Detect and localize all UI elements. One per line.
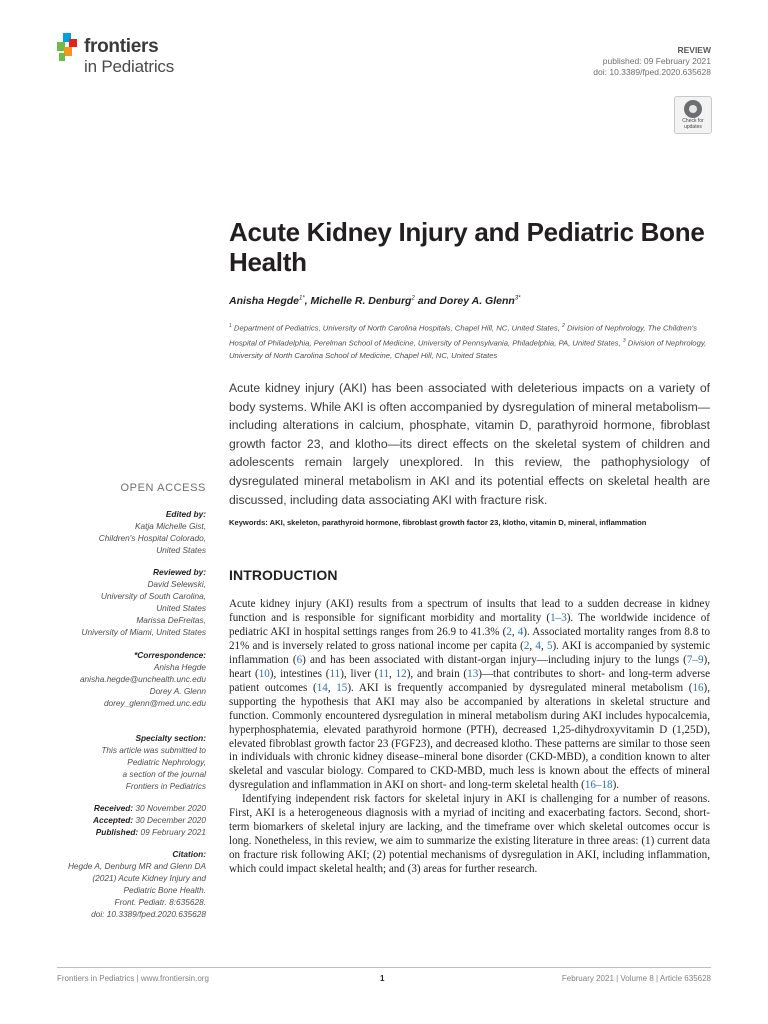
editor-line: Katja Michelle Gist, [134,521,206,531]
affiliation: Department of Pediatrics, University of North Carolina Hospitals, Chapel Hill, NC, United States, [233,323,560,333]
doi[interactable]: doi: 10.3389/fped.2020.635628 [593,67,711,77]
dates-block [93,802,206,838]
author-sup: 2 [411,295,415,302]
journal-name: in Pediatrics [84,57,174,76]
correspondence-line: Dorey A. Glenn [149,686,206,696]
affil-sup: 2 [562,323,565,329]
paragraph: Acute kidney injury (AKI) results from a spectrum of insults that lead to a sudden decrease in kidney function and is responsible for significant morbidity and mortality (1–3). The worldwide incidence of pediatric AKI in hospital settings ranges from 26.9 to 41.3% (2, 4). Associated mortality ranges from 8.8 to 21% and is inversely related to gross national income per capita (2, 4, 5). AKI is accompanied by systemic inflammation (6) and has been associated with distant-organ injury—including injury to the lungs (7–9), heart (10), intestines (11), liver (11, 12), and brain (13)—that contributes to short- and long-term adverse patient outcomes (14, 15). AKI is frequently accompanied by dysregulated mineral metabolism (16), supporting the hypothesis that AKI may also be accompanied by alterations in skeletal structure and function. Commonly encountered dysregulation in mineral metabolism during AKI includes hypocalcemia, hyperphosphatemia, elevated parathyroid hormone (PTH), decreased 1,25-dihydroxyvitamin D (1,25D), elevated fibroblast growth factor 23 (FGF23), and decreased klotho. These patterns are similar to those seen in individuals with chronic kidney disease–mineral bone disorder (CKD-MBD), a condition known to alter skeletal and vascular biology. Compared to CKD-MBD, much less is known about the effects of mineral dysregulation and inflammation in AKI on short- and long-term skeletal health (16–18). [229,598,711,792]
published-date-side: 09 February 2021 [140,827,206,837]
published-date: published: 09 February 2021 [602,56,711,66]
article-meta [593,45,711,78]
correspondence-label: *Correspondence: [134,650,206,660]
correspondence-line: Anisha Hegde [153,662,206,672]
accepted-date: 30 December 2020 [135,815,206,825]
author-name[interactable]: Dorey A. Glenn [439,295,515,307]
footer-divider [57,967,711,968]
check-for-updates-badge[interactable] [674,96,712,134]
edited-by-label: Edited by: [165,509,206,519]
author-name[interactable]: Michelle R. Denburg [310,295,412,307]
author-sup: 3* [514,295,521,302]
reviewed-by-label: Reviewed by: [152,567,206,577]
specialty-line: Pediatric Nephrology, [127,757,206,767]
journal-logo [57,33,197,79]
received-date: 30 November 2020 [135,803,206,813]
published-label: Published: [95,827,139,837]
paragraph: Identifying independent risk factors for skeletal injury in AKI is challenging for a number of reasons. First, AKI is a heterogeneous diagnosis with a myriad of inciting and exacerbating factors. Second, short-term biomarkers of skeletal injury are lacking, and the timeframe over which skeletal outcomes occur is long. Nonetheless, in this review, we aim to summarize the existing literature in three areas: (1) current data on fracture risk following AKI; (2) potential mechanisms of dysregulation in AKI, including inflammation, which could impact skeletal health; and (3) areas for further research. [229,793,710,876]
reviewer-line: United States [156,603,206,613]
specialty-label: Specialty section: [135,733,206,743]
reviewed-by-block [82,566,207,638]
reviewer-line: University of South Carolina, [100,591,206,601]
citation-label: Citation: [172,849,206,859]
author-name[interactable]: Anisha Hegde [229,295,300,307]
keywords [229,517,710,529]
article-title: Acute Kidney Injury and Pediatric Bone Health [229,217,705,277]
crossmark-icon [684,100,702,118]
affiliations [229,320,709,362]
specialty-line: This article was submitted to [101,745,206,755]
reviewer-line: University of Miami, United States [81,627,206,637]
journal-brand: frontiers [84,36,159,57]
reviewer-line: David Selewski, [147,579,206,589]
published-row [93,826,206,838]
received-row [93,802,206,814]
affiliation: Division of Nephrology, The Children's Hospital of Philadelphia, Perelman School of Medicine, University of Pennsylvania, Philadelphia, PA, United States, [229,323,697,348]
check-updates-label: Check for updates [682,118,704,130]
keywords-list: AKI, skeleton, parathyroid hormone, fibroblast growth factor 23, klotho, vitamin D, mineral, inflammation [269,518,647,527]
keywords-label: Keywords: [229,518,268,527]
specialty-line: a section of the journal [122,769,206,779]
body-text [229,598,710,877]
article-type: REVIEW [677,45,711,55]
abstract: Acute kidney injury (AKI) has been associated with deleterious impacts on a variety of body systems. While AKI is often accompanied by dysregulation of mineral metabolism—including alterations in calcium, phosphate, vitamin D, parathyroid hormone, fibroblast growth factor 23, and klotho—its direct effects on the skeletal system of children and adolescents remain largely unexplored. In this review, the pathophysiology of dysregulated mineral metabolism in AKI and its potential effects on skeletal health are discussed, including data associating AKI with fracture risk. [229,381,710,507]
affiliation: Division of Nephrology, University of North Carolina School of Medicine, Chapel Hill, NC, United States [229,338,707,361]
accepted-row [93,814,206,826]
editor-line: United States [156,545,206,555]
editor-line: Children's Hospital Colorado, [98,533,206,543]
citation-line: Front. Pediatr. 8:635628. [114,897,206,907]
correspondence-email[interactable]: dorey_glenn@med.unc.edu [103,698,206,708]
affil-sup: 3 [622,337,626,344]
frontiers-logo-icon [57,33,79,63]
reviewer-line: Marissa DeFreitas, [136,615,206,625]
correspondence-email[interactable]: anisha.hegde@unchealth.unc.edu [79,674,206,684]
citation-doi[interactable]: doi: 10.3389/fped.2020.635628 [91,909,206,919]
footer-issue: February 2021 | Volume 8 | Article 635628 [561,974,711,983]
citation-line: Hegde A, Denburg MR and Glenn DA [67,861,206,871]
specialty-block [101,732,206,792]
citation-line: Pediatric Bone Health. [123,885,206,895]
edited-by-block [99,508,206,556]
affil-sup: 1 [229,323,232,329]
footer-journal[interactable]: Frontiers in Pediatrics | www.frontiersin.org [57,974,209,983]
citation-block [68,848,206,920]
accepted-label: Accepted: [92,815,134,825]
author-list: Anisha Hegde$^{1*}$, Michelle R. Denburg$^2$ and Dorey A. Glenn$^{3*}$ [229,295,521,307]
citation-line: (2021) Acute Kidney Injury and [92,873,206,883]
section-heading-introduction: INTRODUCTION [229,567,338,583]
specialty-line: Frontiers in Pediatrics [125,781,206,791]
open-access-label: OPEN ACCESS [120,482,206,494]
received-label: Received: [93,803,134,813]
page-number: 1 [380,974,385,983]
correspondence-block [80,649,206,709]
author-sup: 1* [299,295,305,302]
